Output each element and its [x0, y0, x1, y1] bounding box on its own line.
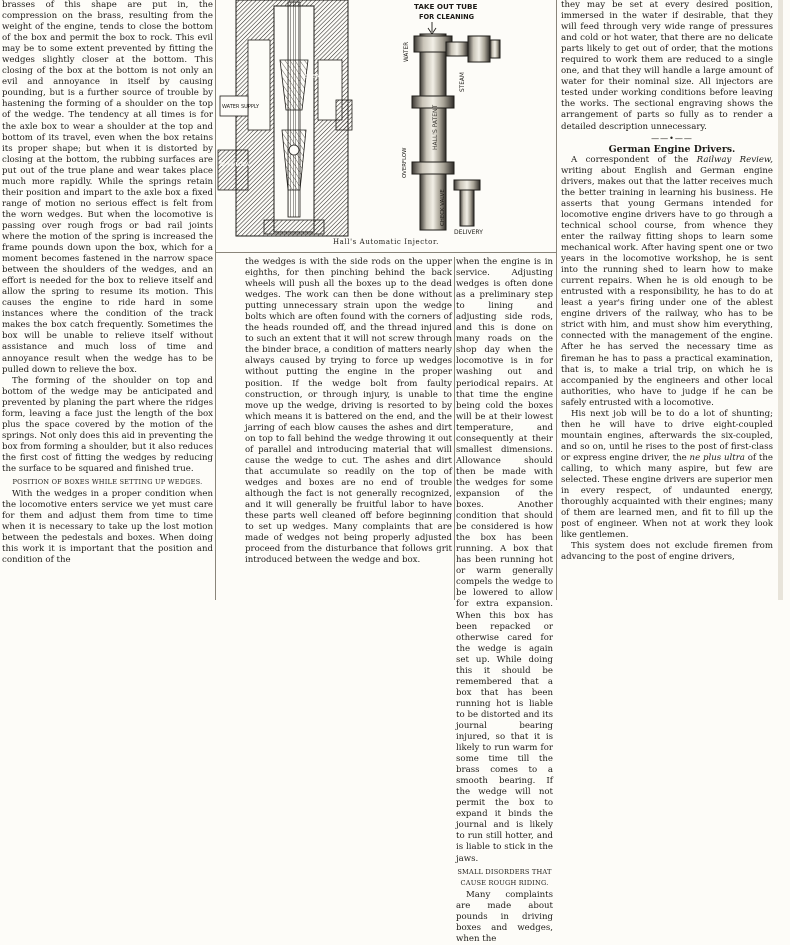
label-overflow-right: OVERFLOW [402, 147, 408, 178]
label-delivery: DELIVERY [454, 229, 483, 236]
col4-paragraph-3 [561, 409, 773, 542]
column-1 [2, 0, 213, 600]
col1-paragraph-1: brasses of this shape are put in, the compression on the brass, resulting from the weight of the engine, tends to close the bottom of the box and permit the box to rock. This evil may be to some extent prevented by fitting the wedges slightly closer at the bottom. This closing of the box at the bottom is not only an evil and annoyance in itself by causing pounding, but is a further source of trouble by hastening the forming of a shoulder on the top of the wedge. The tendency at all times is for the axle box to wear a shoulder at the top and bottom of its travel, even when the box retains its proper shape; but when it is distorted by closing at the bottom, the rubbing surfaces are put out of the true plane and wear takes place much more rapidly. While the springs retain their position and impart to the axle box a fixed range of motion no serious effect is felt from the worn wedges. But when the locomotive is passing over rough frogs or bad rail joints where the motion of the spring is increased the frame pounds down upon the box, which for a moment becomes fastened in the narrow space between the shoulders of the wedges, and an effort is needed for the box to relieve itself and allow the spring to resume its motion. This causes the engine to ride hard in some instances where the condition of the track makes the box catch frequently. Sometimes the box will be unable to relieve itself without assistance and much loss of time and annoyance result when the wedge has to be pulled down to relieve the box. [2, 0, 213, 375]
col4-p2-publication: Railway Review, [696, 154, 773, 165]
col4-p3-text-b: of the calling, to which many aspire, but few are selected. These engine drivers are superior men in every respect, of undaunted energy, thoroughly acquainted with their engines; many of them are learned men, and fit to fill up the post of engineer. When not at work they look like gentlemen. [561, 452, 773, 541]
label-take-out-tube: TAKE OUT TUBE [414, 2, 478, 11]
column-rule-1 [215, 0, 216, 600]
injector-steam-end [490, 40, 500, 58]
col1-subheading: POSITION OF BOXES WHILE SETTING UP WEDGES. [12, 478, 203, 487]
injector-engraving-svg [218, 0, 554, 238]
column-2 [245, 257, 452, 600]
column-rule-2 [454, 257, 455, 600]
label-maker-plate: HALL'S PATENT [432, 104, 439, 150]
section-base-nut [264, 220, 324, 234]
col1-paragraph-2: The forming of the shoulder on top and bottom of the wedge may be anticipated and prevented by planing the part where the ridges form, leaving a face just the length of the box plus the space covered by the motion of the springs. Not only does this aid in preventing the box from forming a shoulder, but it also reduces the first cost of fitting the wedges by reducing the surface to be squared and finished true. [2, 375, 213, 474]
col4-paragraph-2 [561, 155, 773, 409]
col4-p3-text-a: His next job will be to do a lot of shunting; then he will have to drive eight-coupled mountain engines, afterwards the six-coupled, and so on, until he rises to the post of first-class or express engine driver, the [561, 408, 773, 463]
label-for-cleaning: FOR CLEANING [419, 13, 475, 21]
col4-p2-text-a: A correspondent of the [571, 154, 697, 165]
col4-p2-text-b: writing about English and German engine drivers, makes out that the latter receives much the better training in learning his business. He asserts that young Germans intended for locomotive engine drivers have to go through a technical school course, from whence they enter the railway fitting shops to learn some mechanical work. After having spent one or two years in the locomotive workshop, he is sent into the running shed to learn how to make current repairs. When he is old enough to be entrusted with a responsibility, he has to do at least a year's firing under one of the ablest engine drivers of the railway, who has to be strict with him, and must show him everything, connected with the management of the engine. After he has served the necessary time as fireman he has to pass a practical examination, that is, to make a trial trip, on which he is accompanied by the engineers and other local authorities, who have to judge if he can be safely entrusted with a locomotive. [561, 165, 773, 408]
col4-paragraph-1: they may be set at every desired position, immersed in the water if desirable, that they will feed through very wide range of pressures and cold or hot water, that there are no delicate parts likely to get out of order, that the motions required to work them are reduced to a single one, and that they will handle a large amount of water for their nominal size. All injectors are tested under working conditions before leaving the works. The sectional engraving shows the arrangement of parts so fully as to render a detailed description unnecessary. [561, 0, 773, 132]
label-steam-inlet: STEAM INLET [305, 74, 342, 80]
col3-paragraph-2: Many complaints are made about pounds in driving boxes and wedges, when the [456, 889, 553, 944]
label-check-valve: CHECK VALVE [440, 189, 446, 226]
injector-collar-lower [412, 162, 454, 174]
figure-bottom-rule [216, 252, 556, 253]
column-rule-3 [556, 0, 557, 600]
label-overflow-left: OVER FLOW [220, 162, 250, 168]
label-steam-right: STEAM [460, 72, 466, 92]
col3-subheading: SMALL DISORDERS THAT CAUSE ROUGH RIDING. [457, 867, 552, 887]
section-ornament: ——•—— [651, 133, 693, 143]
col3-paragraph-1: when the engine is in service. Adjusting wedges is often done as a preliminary step to lining and adjusting side rods, and this is done on many roads on the shop day when the locomotive is in for washing out and periodical repairs. At that time the engine being cold the boxes will be at their lowest temperature, and consequently at their smallest dimensions. Allowance should then be made with the wedges for some expansion of the boxes. Another condition that should be considered is how the box has been running. A box that has been running hot or warm generally compels the wedge to be lowered to allow for extra expansion. When this box has been repacked or otherwise cared for the wedge is again set up. While doing this it should be remembered that a box that has been running hot is liable to be distorted and its journal bearing injured, so that it is likely to run warm for some time till the brass comes to a smooth bearing. If the wedge will not permit the box to expand it binds the journal and is likely to run still hotter, and is liable to stick in the jaws. [456, 257, 553, 864]
figure-caption: Hall's Automatic Injector. [332, 238, 440, 246]
col4-paragraph-4: This system does not exclude firemen from advancing to the post of engine drivers, [561, 541, 773, 563]
col2-paragraph-1: the wedges is with the side rods on the upper eighths, for then pinching behind the back wheels will push all the boxes up to the dead wedges. The work can then be done without putting unnecessary strain upon the wedge bolts which are often found with the corners of the heads rounded off, and the thread injured to such an extent that it will not screw through the binder brace, a condition of matters nearly always caused by trying to force up wedges without putting the engine in the proper position. If the wedge bolt from faulty construction, or through injury, is unable to move up the wedge, driving is resorted to by which means it is battered on the end, and the jarring of each blow causes the ashes and dirt on top to fall behind the wedge throwing it out of parallel and introducing material that will cause the wedge to cut. The ashes and dirt that accumulate so readily on the top of wedges and boxes are no end of trouble although the fact is not generally recognized, and it will generally be fruitful labor to have these parts well cleaned off before beginning to set up wedges. Many complaints that are made of wedges not being properly adjusted proceed from the disturbance that follows grit introduced between the wedge and box. [245, 257, 452, 566]
injector-engraving [218, 0, 554, 238]
article-heading: German Engine Drivers. [608, 143, 736, 155]
column-3 [456, 257, 553, 944]
sectional-view [218, 0, 352, 236]
exterior-view [402, 2, 500, 236]
page-edge [778, 0, 783, 600]
section-overflow-port [218, 150, 248, 190]
injector-steam-branch [446, 42, 468, 56]
col1-paragraph-3: With the wedges in a proper condition when the locomotive enters service we yet must care for them and adjust them from time to time when it is necessary to take up the lost motion between the pedestals and boxes. When doing this work it is important that the position and condition of the [2, 489, 213, 566]
col4-p3-latin: ne plus ultra [689, 452, 745, 463]
column-4 [561, 0, 773, 600]
injector-delivery-pipe [460, 190, 474, 226]
section-valve-ball [289, 145, 299, 155]
injector-delivery-branch [454, 180, 480, 190]
label-water-right: WATER [404, 41, 410, 62]
section-steam-port [336, 100, 352, 130]
section-left-chamber [248, 40, 270, 130]
label-water-supply: WATER SUPPLY [222, 104, 260, 110]
arrow-down-icon [428, 22, 436, 34]
injector-steam-nut [468, 36, 490, 62]
